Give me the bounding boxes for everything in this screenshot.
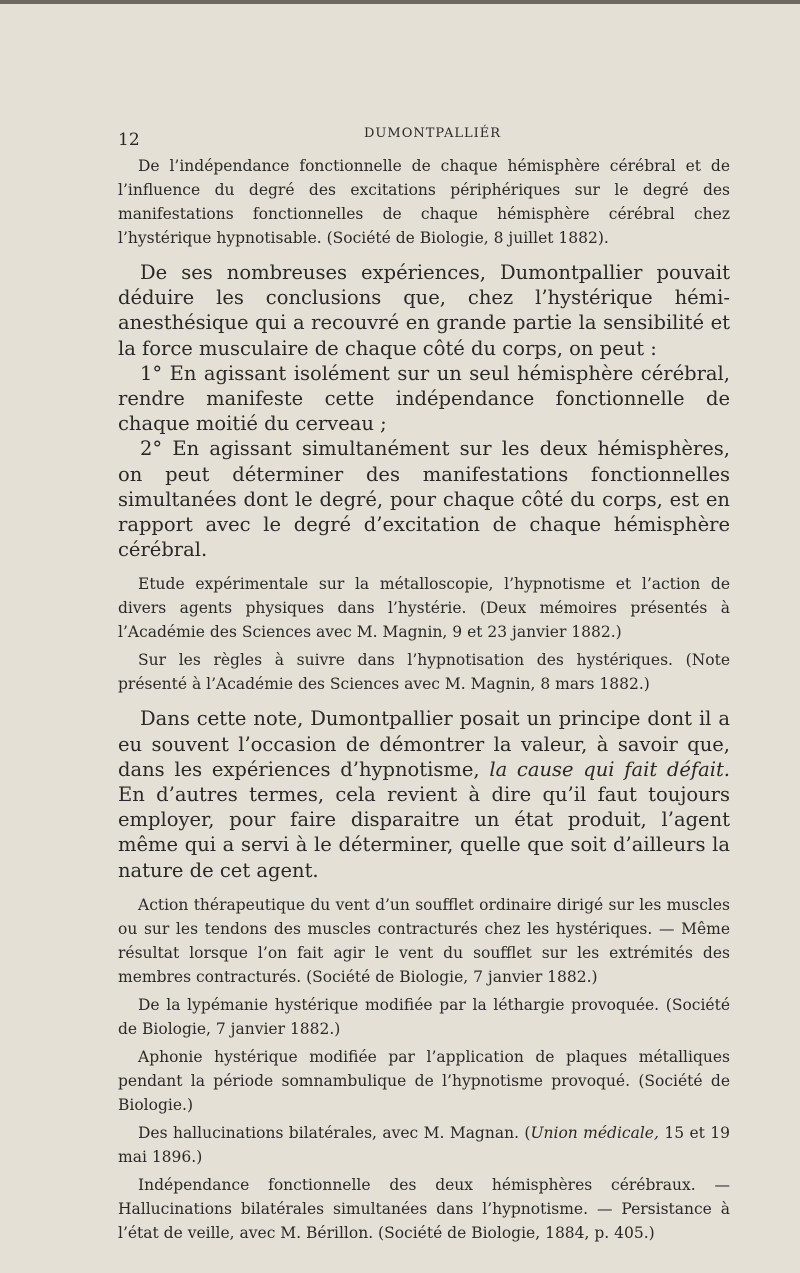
bibliography-entry: Sur les règles à suivre dans l’hypnotisation des hystériques. (Note présenté à l’Académie des Sciences avec M. Magnin, 8 mars 1882.) bbox=[118, 651, 730, 694]
text-run: 15 et 19 mai 1896.) bbox=[118, 1123, 730, 1166]
body-paragraph: 1° En agissant isolément sur un seul hémisphère cérébral, rendre manifeste cette indépendance fonctionnelle de chaque moitié du cerveau ; bbox=[118, 361, 730, 436]
bibliography-entry bbox=[118, 1121, 730, 1169]
text-run: En d’autres termes, cela revient à dire qu’il faut toujours employer, pour faire disparaitre un état produit, l’agent même qui a servi à le déterminer, quelle que soit d’ailleurs la nature de cet agent. bbox=[118, 783, 730, 882]
bibliography-entry: De la lypémanie hystérique modifiée par la léthargie provoquée. (Société de Biologie, 7 janvier 1882.) bbox=[118, 995, 730, 1038]
body-paragraph: 2° En agissant simultanément sur les deux hémisphères, on peut déterminer des manifestations fonctionnelles simultanées dont le degré, pour chaque côté du corps, est en rapport avec le degré d’excitation de chaque hémisphère cérébral. bbox=[118, 437, 730, 562]
bibliography-entry: De l’indépendance fonctionnelle de chaque hémisphère cérébral et de l’influence du degré des excitations périphériques sur le degré des manifestations fonctionnelles de chaque hémisphère cérébral chez l’hystérique hypnotisable. (Société de Biologie, 8 juillet 1882). bbox=[118, 157, 730, 247]
bibliography-entry: Aphonie hystérique modifiée par l’application de plaques métalliques pendant la période somnambulique de l’hypnotisme provoqué. (Société de Biologie.) bbox=[118, 1047, 730, 1114]
page-body bbox=[118, 120, 730, 1245]
body-paragraph: De ses nombreuses expériences, Dumontpallier pouvait déduire les conclusions que, chez l’hystérique hémi-anesthésique qui a recouvré en grande partie la sensibilité et la force musculaire de chaque côté du corps, on peut : bbox=[118, 261, 730, 360]
page-header bbox=[118, 120, 730, 150]
bibliography-entry: Etude expérimentale sur la métalloscopie, l’hypnotisme et l’action de divers agents physiques dans l’hystérie. (Deux mémoires présentés à l’Académie des Sciences avec M. Magnin, 9 et 23 janvier 1882.) bbox=[118, 575, 730, 642]
journal-title: Union médicale, bbox=[530, 1123, 659, 1142]
page-top-edge bbox=[0, 0, 800, 4]
text-run: Des hallucinations bilatérales, avec M. Magnan. ( bbox=[138, 1123, 531, 1142]
bibliography-entry: Action thérapeutique du vent d’un soufflet ordinaire dirigé sur les muscles ou sur les tendons des muscles contracturés chez les hystériques. — Même résultat lorsque l’on fait agir le vent du soufflet sur les extrémités des membres contracturés. (Société de Biologie, 7 janvier 1882.) bbox=[118, 895, 730, 986]
bibliography-entry: Indépendance fonctionnelle des deux hémisphères cérébraux. — Hallucinations bilatérales simultanées dans l’hypnotisme. — Persistance à l’état de veille, avec M. Bérillon. (Société de Biologie, 1884, p. 405.) bbox=[118, 1175, 730, 1242]
body-paragraph bbox=[118, 706, 730, 882]
running-head: DUMONTPALLIÉR bbox=[364, 126, 502, 141]
page-number: 12 bbox=[118, 130, 140, 150]
italic-quote: la cause qui fait défait. bbox=[489, 757, 730, 781]
text-run: Dans cette note, Dumontpallier posait un principe dont il a eu souvent l’occasion de démontrer la valeur, à savoir que, dans les expériences d’hypnotisme, bbox=[118, 707, 730, 781]
